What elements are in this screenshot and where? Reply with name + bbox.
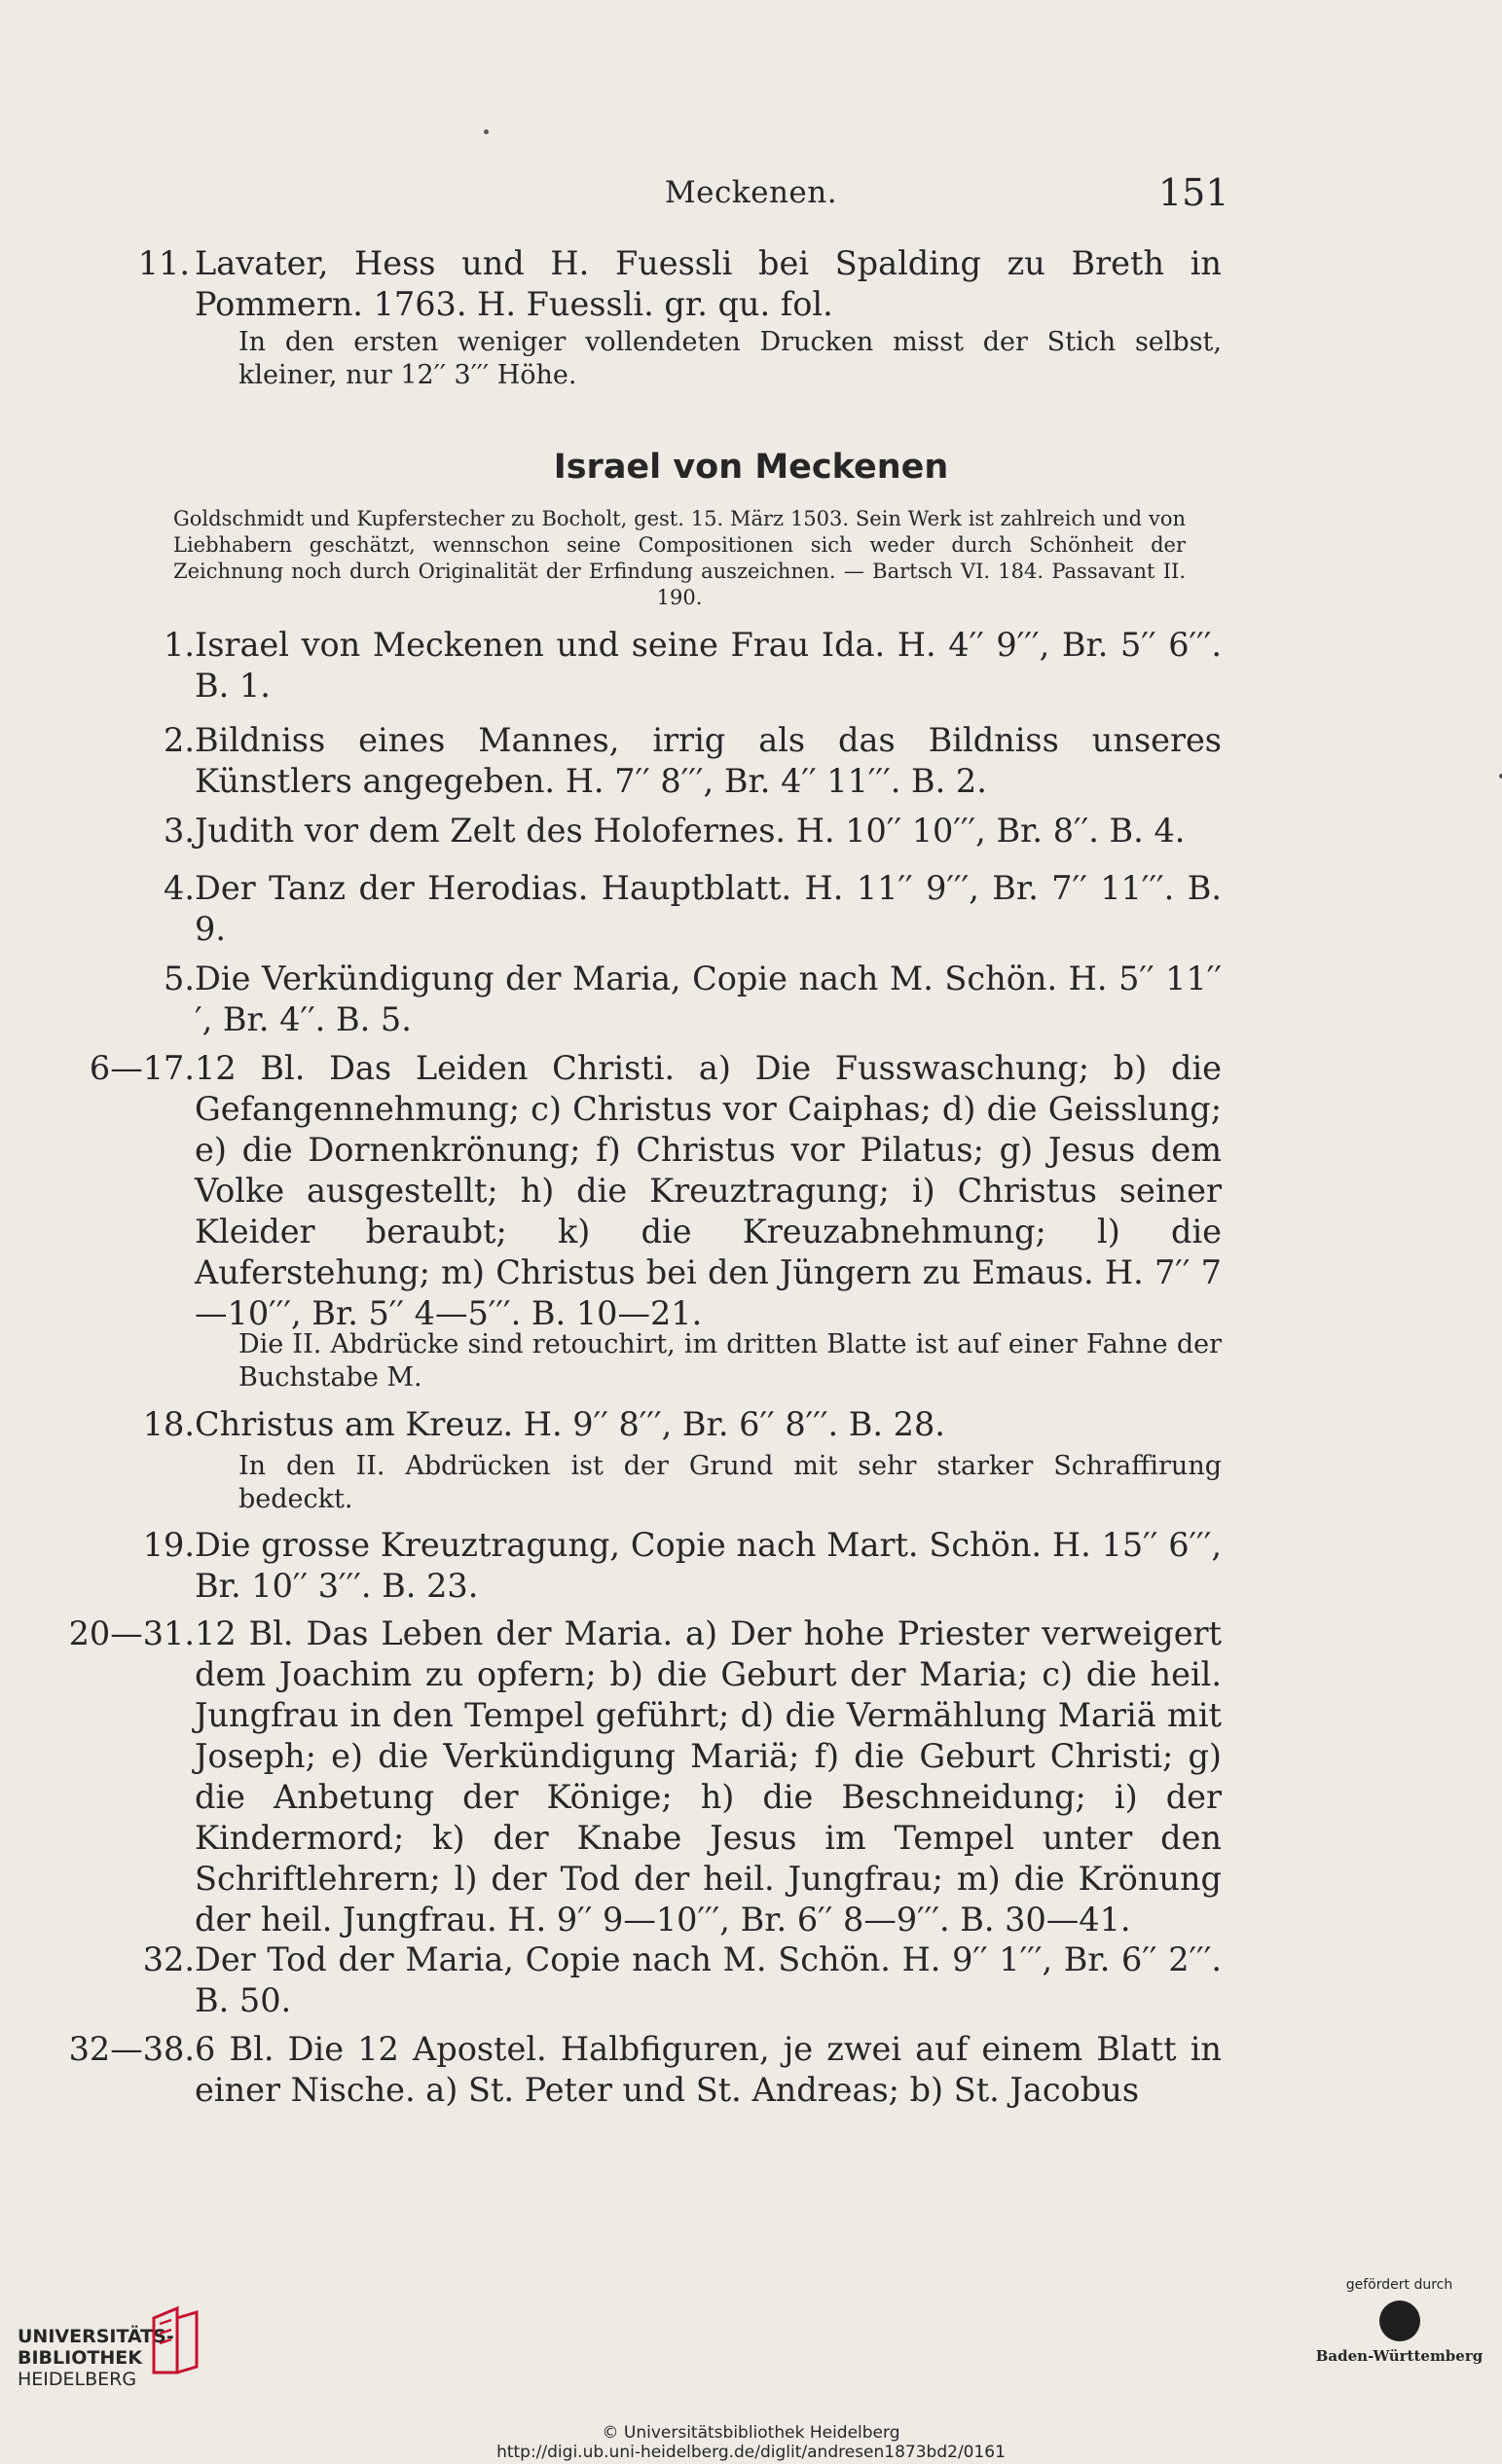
catalog-entry: 6 Bl. Die 12 Apostel. Halbfiguren, je zwei auf einem Blatt in einer Nische. a) St. Peter und St. Andreas; b) St. Jacobus <box>195 2030 1222 2109</box>
catalog-entry: Die grosse Kreuztragung, Copie nach Mart. Schön. H. 15′′ 6′′′, Br. 10′′ 3′′′. B. 23. <box>195 1526 1222 1605</box>
state-seal-icon <box>1379 2301 1420 2341</box>
scan-speck <box>484 129 489 134</box>
entry-number: 20—31. <box>68 1614 195 1652</box>
entry-number: 2. <box>164 721 195 759</box>
catalog-entry: Der Tanz der Herodias. Hauptblatt. H. 11′′ 9′′′, Br. 7′′ 11′′′. B. 9. <box>195 869 1222 948</box>
catalog-entry: Christus am Kreuz. H. 9′′ 8′′′, Br. 6′′ 8′′′. B. 28. <box>195 1405 945 1443</box>
entry-number: 3. <box>164 812 195 850</box>
entry-number: 19. <box>142 1526 195 1564</box>
permalink[interactable]: http://digi.ub.uni-heidelberg.de/diglit/andresen1873bd2/0161 <box>496 2443 1006 2462</box>
entry-number: 32—38. <box>68 2030 195 2068</box>
funded-by-label: gefördert durch <box>1345 2277 1453 2293</box>
running-header: Meckenen. <box>664 175 838 210</box>
library-name-line-1: UNIVERSITÄTS- <box>18 2326 174 2347</box>
entry-number: 18. <box>142 1405 195 1443</box>
library-place: HEIDELBERG <box>18 2369 137 2390</box>
catalog-entry: Der Tod der Maria, Copie nach M. Schön. H. 9′′ 1′′′, Br. 6′′ 2′′′. B. 50. <box>195 1940 1222 2019</box>
catalog-entry: 12 Bl. Das Leiden Christi. a) Die Fusswaschung; b) die Gefangennehmung; c) Christus vor Caiphas; d) die Geisslung; e) die Dornenkrönung; f) Christus vor Pilatus; g) Jesus dem Volke ausgestellt; h) die Kreuztragung; i) Christus seiner Kleider beraubt; k) die Kreuzabnehmung; l) die Auferstehung; m) Christus bei den Jüngern zu Emaus. H. 7′′ 7—10′′′, Br. 5′′ 4—5′′′. B. 10—21. <box>195 1049 1222 1332</box>
entry-number: 6—17. <box>89 1049 195 1087</box>
entry-note: In den II. Abdrücken ist der Grund mit sehr starker Schraffirung bedeckt. <box>238 1451 1222 1514</box>
catalog-entry: Lavater, Hess und H. Fuessli bei Spalding zu Breth in Pommern. 1763. H. Fuessli. gr. qu. fol. <box>195 244 1222 323</box>
entry-number: 1. <box>164 626 195 664</box>
entry-note: Die II. Abdrücke sind retouchirt, im dritten Blatte ist auf einer Fahne der Buchstabe M. <box>238 1329 1222 1393</box>
footer-credits <box>0 2423 1502 2462</box>
funding-credit <box>1309 2277 1489 2365</box>
entry-note: In den ersten weniger vollendeten Drucken misst der Stich selbst, kleiner, nur 12′′ 3′′′ Höhe. <box>238 327 1222 390</box>
funded-by-state: Baden-Württemberg <box>1315 2347 1484 2365</box>
entry-number: 5. <box>164 960 195 997</box>
catalog-entry: Bildniss eines Mannes, irrig als das Bildniss unseres Künstlers angegeben. H. 7′′ 8′′′, Br. 4′′ 11′′′. B. 2. <box>195 721 1222 800</box>
catalog-entry: Judith vor dem Zelt des Holofernes. H. 10′′ 10′′′, Br. 8′′. B. 4. <box>195 812 1186 850</box>
copyright-line: © Universitätsbibliothek Heidelberg <box>602 2423 900 2443</box>
section-heading: Israel von Meckenen <box>553 448 949 487</box>
catalog-entry: Die Verkündigung der Maria, Copie nach M. Schön. H. 5′′ 11′′′, Br. 4′′. B. 5. <box>195 960 1222 1038</box>
catalog-entry: 12 Bl. Das Leben der Maria. a) Der hohe Priester verweigert dem Joachim zu opfern; b) die Geburt der Maria; c) die heil. Jungfrau in den Tempel geführt; d) die Vermählung Mariä mit Joseph; e) die Verkündigung Mariä; f) die Geburt Christi; g) die Anbetung der Könige; h) die Beschneidung; i) der Kindermord; k) der Knabe Jesus im Tempel unter den Schriftlehrern; l) der Tod der heil. Jungfrau; m) die Krönung der heil. Jungfrau. H. 9′′ 9—10′′′, Br. 6′′ 8—9′′′. B. 30—41. <box>195 1614 1222 1939</box>
entry-number: 11. <box>137 244 190 282</box>
section-intro: Goldschmidt und Kupferstecher zu Bocholt, gest. 15. März 1503. Sein Werk ist zahlreich und von Liebhabern geschätzt, wennschon seine Compositionen sich weder durch Schönheit der Zeichnung noch durch Originalität der Erfindung auszeichnen. — Bartsch VI. 184. Passavant II. 190. <box>173 507 1186 609</box>
entry-number: 32. <box>142 1940 195 1978</box>
catalog-entry: Israel von Meckenen und seine Frau Ida. H. 4′′ 9′′′, Br. 5′′ 6′′′. B. 1. <box>195 626 1222 705</box>
library-name-line-2: BIBLIOTHEK <box>18 2347 142 2369</box>
page-number: 151 <box>1158 171 1229 214</box>
library-logo-icon <box>146 2304 204 2380</box>
entry-number: 4. <box>164 869 195 907</box>
